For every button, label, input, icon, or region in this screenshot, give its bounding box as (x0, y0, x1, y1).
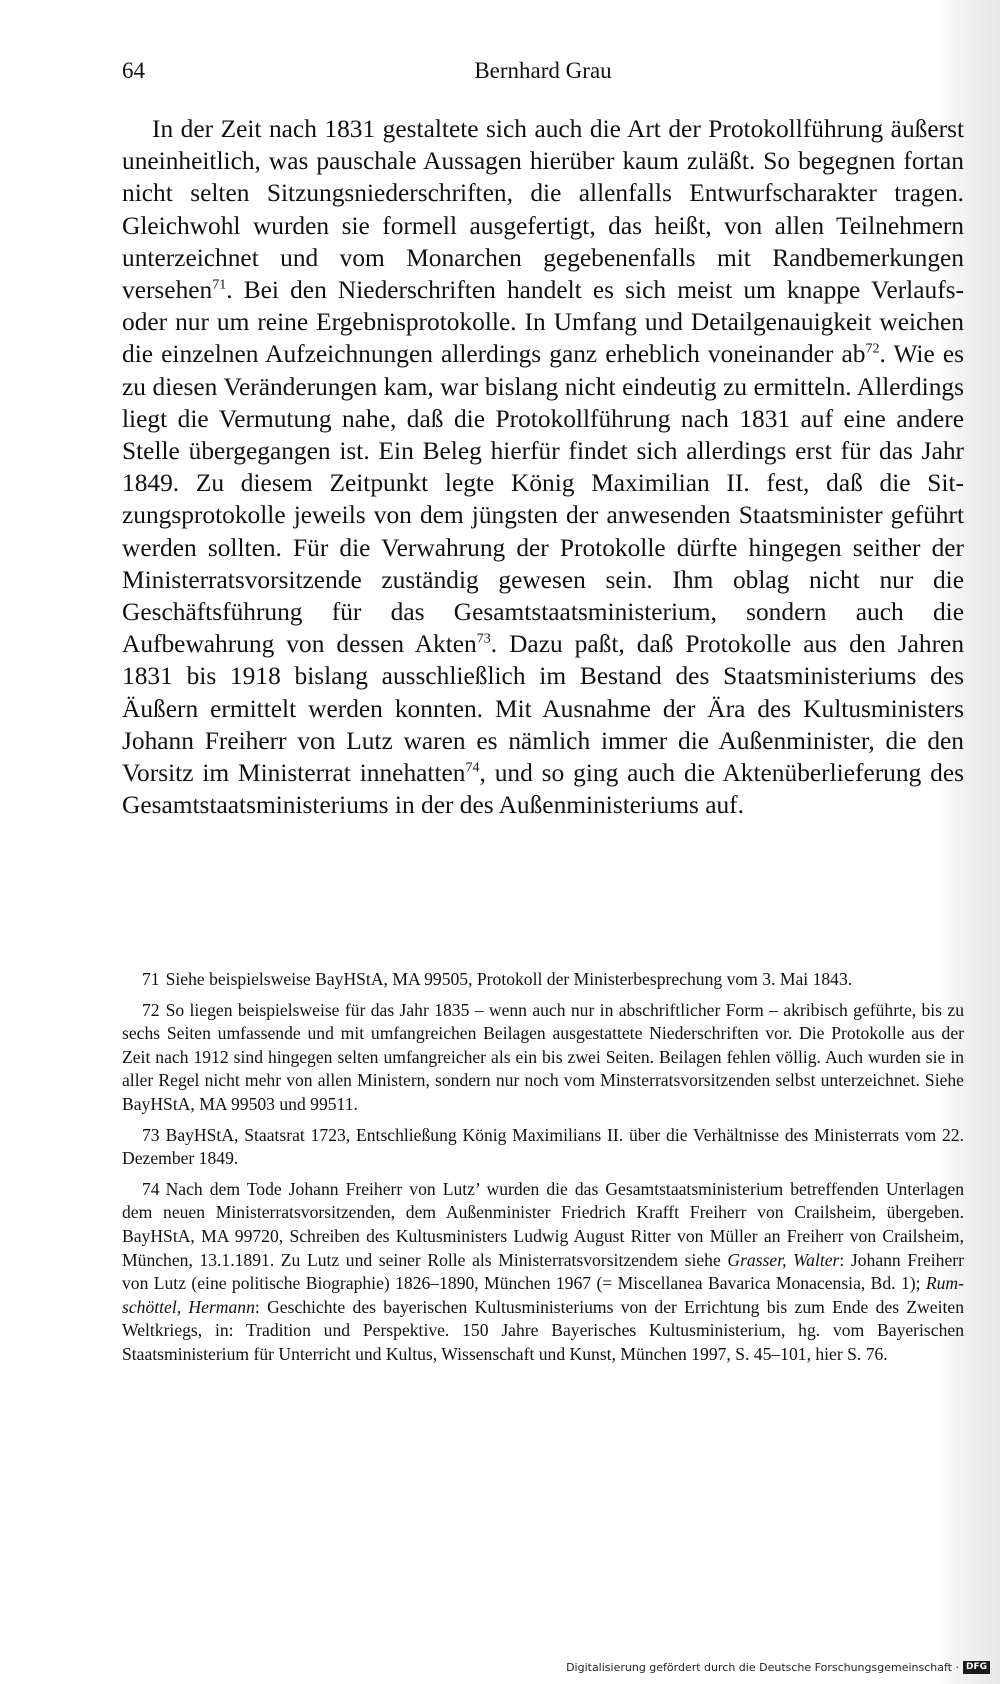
footnote-text: Nach dem Tode Johann Freiherr von Lutz’ wurden die das Gesamtstaatsministerium betreffenden Unterlagen dem neuen Ministerratsvorsitzenden, dem Außenminister Friedrich Krafft Freiherr von Crailsheim, übergeben. BayHStA, MA 99720, Schreiben des Kultusministers Ludwig August Ritter von Müller an Freiherr von Crailsheim, München, 13.1.1891. Zu Lutz und seiner Rolle als Ministerratsvorsitzendem siehe (122, 1178, 964, 1270)
footnote-ref-74[interactable]: 74 (465, 760, 480, 776)
footnote-number: 71 (142, 969, 160, 989)
running-head: Bernhard Grau (474, 58, 612, 83)
digitization-credit (566, 1661, 990, 1674)
body-text-segment: . Wie es zu diesen Veränderungen kam, war bislang nicht eindeutig zu ermitteln. Allerdings liegt die Vermutung nahe, daß die Protokollführung nach 1831 auf eine andere Stelle übergegangen ist. Ein Beleg hierfür findet sich allerdings erst für das Jahr 1849. Zu diesem Zeitpunkt legte König Maximilian II. fest, daß die Sitzungsprotokolle jeweils von dem jüngsten der anwesenden Staatsminister geführt werden sollten. Für die Verwahrung der Protokolle dürfte hingegen seither der Ministerratsvorsitzende zuständig gewesen sein. Ihm oblag nicht nur die Geschäftsführung für das Gesamtstaatsministerium, sondern auch die Aufbewahrung von dessen Akten (122, 340, 964, 659)
footnotes-section (122, 968, 964, 1374)
footnote-74 (122, 1178, 964, 1367)
footnote-73 (122, 1124, 964, 1171)
footnote-ref-72[interactable]: 72 (865, 341, 880, 357)
author-name-italic: Rumschöttel, Hermann (122, 1273, 964, 1317)
footnote-text: So liegen beispielsweise für das Jahr 1835 – wenn auch nur in abschriftlicher Form – akribisch geführte, bis zu sechs Seiten umfassende und mit umfangreichen Beilagen ausgestattete Niederschriften vor. Die Protokolle aus der Zeit nach 1912 sind hingegen selten umfangreicher als ein bis zwei Seiten. Beilagen fehlen völlig. Auch wurden sie in aller Regel nicht mehr von allen Ministern, sondern nur noch vom Minsterratsvorsitzenden selbst unterzeichnet. Siehe BayHStA, MA 99503 und 99511. (122, 999, 964, 1114)
footnote-text: BayHStA, Staatsrat 1723, Entschließung König Maximilians II. über die Verhältnisse des Ministerrats vom 22. Dezember 1849. (122, 1124, 964, 1169)
body-paragraph (122, 113, 964, 821)
page-number: 64 (122, 58, 145, 83)
dfg-logo: DFG (963, 1661, 990, 1674)
footnote-72 (122, 999, 964, 1117)
body-text-segment: . Dazu paßt, daß Protokolle aus den Jahren 1831 bis 1918 bislang ausschließlich im Bestand des Staatsministeriums des Äußern ermittelt werden konnten. Mit Ausnahme der Ära des Kultusministers Johann Freiherr von Lutz waren es nämlich immer die Außenminister, die den Vorsitz im Ministerrat innehatten (122, 630, 965, 788)
body-text-segment: In der Zeit nach 1831 gestaltete sich auch die Art der Protokollführung äußerst uneinheitlich, was pauschale Aussagen hierüber kaum zuläßt. So begegnen fortan nicht selten Sitzungsniederschriften, die allenfalls Entwurfscharakter tragen. Gleichwohl wurden sie formell ausgefertigt, das heißt, von allen Teilnehmern unterzeichnet und vom Monarchen gegebenenfalls mit Randbemerkungen versehen (122, 115, 964, 305)
credit-text: Digitalisierung gefördert durch die Deutsche Forschungsgemeinschaft · (566, 1661, 959, 1674)
footnote-71 (122, 968, 964, 992)
footnote-ref-73[interactable]: 73 (476, 631, 491, 647)
page-header (122, 58, 964, 88)
footnote-text: : Johann Freiherr von Lutz (eine politische Biographie) 1826–1890, München 1967 (= Miscellanea Bavarica Monacensia, Bd. 1); (122, 1249, 964, 1294)
body-text-segment: , und so ging auch die Aktenüberlieferung des Gesamtstaatsministeriums in der des Außenministeriums auf. (122, 759, 964, 820)
footnote-text: : Geschichte des bayerischen Kultusministeriums von der Errichtung bis zum Ende des Zweiten Weltkriegs, in: Tradition und Perspektive. 150 Jahre Bayerisches Kultusministerium, hg. vom Bayerischen Staatsministerium für Unterricht und Kultus, Wissenschaft und Kunst, München 1997, S. 45–101, hier S. 76. (122, 1296, 964, 1364)
body-text-segment: . Bei den Niederschriften handelt es sich meist um knappe Verlaufs- oder nur um reine Ergebnisprotokolle. In Umfang und Detailgenauigkeit weichen die einzelnen Aufzeichnungen allerdings ganz erheblich voneinander ab (122, 276, 964, 369)
footnote-number: 72 (142, 999, 160, 1020)
footnote-number: 73 (142, 1124, 160, 1145)
footnote-text: Siehe beispielsweise BayHStA, MA 99505, Protokoll der Ministerbesprechung vom 3. Mai 1843. (165, 969, 853, 989)
footnote-ref-71[interactable]: 71 (212, 277, 227, 293)
author-name-italic: Grasser, Walter (727, 1249, 840, 1270)
footnote-number: 74 (142, 1178, 160, 1199)
